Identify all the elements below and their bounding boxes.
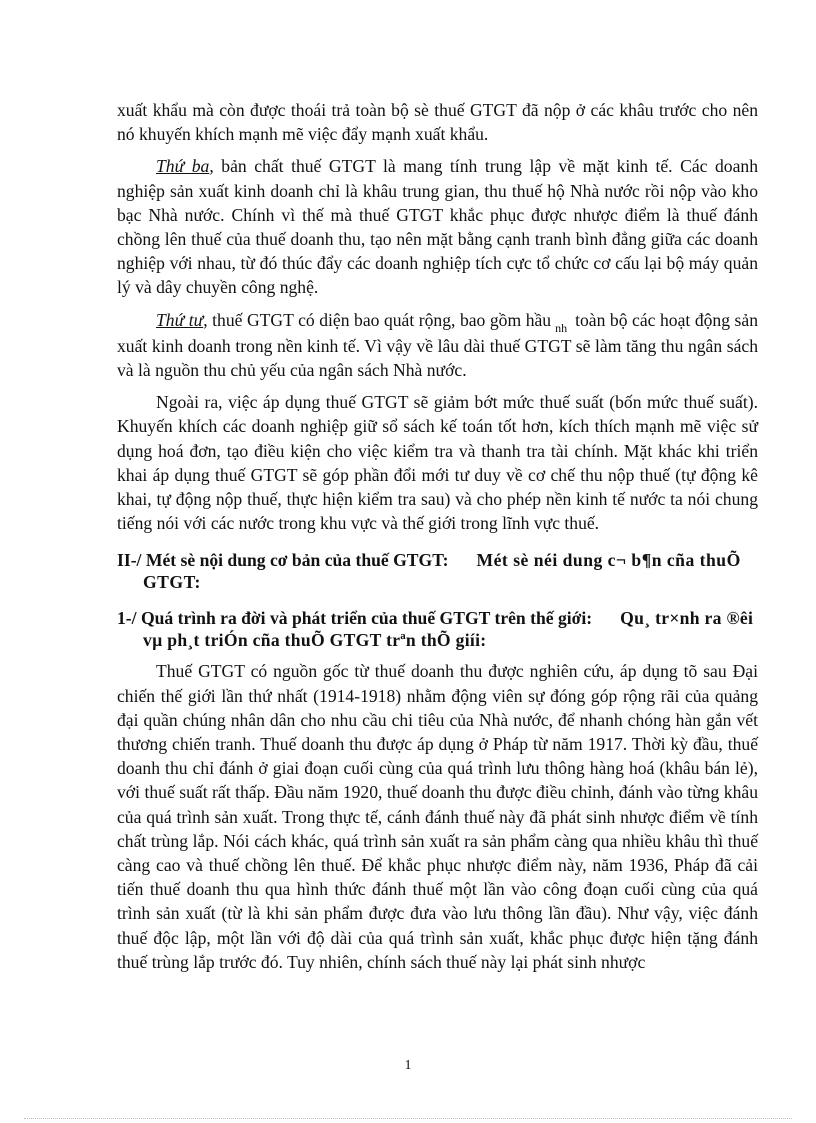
- heading-text: II-/ Mét sè nội dung cơ bản của thuế GTGT:: [117, 550, 449, 571]
- paragraph-third: [117, 154, 758, 299]
- paragraph-history: [117, 659, 758, 974]
- paragraph-text: , bản chất thuế GTGT là mang tính trung lập về mặt kinh tế. Các doanh nghiệp sản xuất kinh doanh chỉ là khâu trung gian, thu thuế hộ Nhà nước rồi nộp vào kho bạc Nhà nước. Chính vì thế mà thuế GTGT khắc phục được nhược điểm là thuế đánh chồng lên thuế của thuế doanh thu, tạo nên mặt bằng cạnh tranh bình đẳng giữa các doanh nghiệp với nhau, từ đó thúc đẩy các doanh nghiệp tích cực tổ chức cơ cấu lại bộ máy quản lý và dây chuyền công nghệ.: [117, 156, 758, 298]
- stray-subscript: nh: [555, 320, 568, 335]
- paragraph-text: Thuế GTGT có nguồn gốc từ thuế doanh thu được nghiên cứu, áp dụng tõ sau Đại chiến thế giới lần thứ nhất (1914-1918) nhằm động viên sự đóng góp rộng rãi của quảng đại quần chúng nhân dân cho nhu cầu chi tiêu của Nhà nước, để nhanh chóng hàn gắn vết thương chiến tranh. Thuế doanh thu được áp dụng ở Pháp từ năm 1917. Thời kỳ đầu, thuế doanh thu chỉ đánh ở giai đoạn cuối cùng của quá trình lưu thông hàng hoá (khâu bán lẻ), với thuế suất rất thấp. Đầu năm 1920, thuế doanh thu được điều chỉnh, đánh vào từng khâu của quá trình sản xuất. Trong thực tế, cánh đánh thuế này đã phát sinh nhược điểm về tính chất trùng lắp. Nói cách khác, quá trình sản xuất ra sản phẩm càng qua nhiều khâu thì thuế càng cao và thuế chồng lên thuế. Để khắc phục nhược điểm này, năm 1936, Pháp đã cải tiến thuế doanh thu qua hình thức đánh thuế một lần vào công đoạn cuối cùng của quá trình sản xuất (từ là khi sản phẩm được đưa vào lưu thông lần đầu). Như vậy, việc đánh thuế độc lập, một lần với độ dài của quá trình sản xuất, khắc phục được hiện tặng đánh thuế trùng lắp trước đó. Tuy nhiên, chính sách thuế này lại phát sinh nhược: [117, 661, 758, 972]
- paragraph-text: xuất khẩu mà còn được thoái trả toàn bộ sè thuế GTGT đã nộp ở các khâu trước cho nên nó khuyến khích mạnh mẽ việc đẩy mạnh xuất khẩu.: [117, 100, 758, 145]
- section-heading-2-1: [117, 607, 758, 651]
- heading-garbled-text: Mét sè néi dung c¬ b¶n cña thuÕ GTGT:: [143, 550, 741, 593]
- heading-garbled-text: Qu¸ tr×nh ra ®êi vµ ph¸t triÓn cña thuÕ GTGT trªn thÕ giíi:: [143, 608, 754, 651]
- paragraph-lead-fourth: Thứ tư: [156, 309, 204, 330]
- page-number: 1: [404, 1058, 412, 1073]
- paragraph-lead-third: Thứ ba: [156, 156, 210, 177]
- page-bottom-divider: [24, 1118, 792, 1119]
- paragraph-text: , thuế GTGT có diện bao quát rộng, bao gồm hầu: [203, 309, 552, 330]
- paragraph-text: Ngoài ra, việc áp dụng thuế GTGT sẽ giảm bớt mức thuế suất (bốn mức thuế suất). Khuyến khích các doanh nghiệp giữ sổ sách kế toán tốt hơn, kích thích mạnh mẽ việc sử dụng hoá đơn, tạo điều kiện cho việc kiểm tra và thanh tra tài chính. Mặt khác khi triển khai áp dụng thuế GTGT sẽ góp phần đổi mới tư duy về cơ chế thu nộp thuế (tự động kê khai, tự động nộp thuế, thực hiện kiểm tra sau) và cho phép nền kinh tế nước ta nói chung tiếng nói với các nước trong khu vực và thế giới trong lĩnh vực thuế.: [117, 392, 758, 534]
- section-heading-2: [117, 549, 758, 593]
- paragraph-text: toàn bộ các hoạt động sản xuất kinh doanh trong nền kinh tế. Vì vậy về lâu dài thuế GTGT sẽ làm tăng thu ngân sách và là nguồn thu chủ yếu của ngân sách Nhà nước.: [117, 309, 758, 381]
- paragraph-export: [117, 98, 758, 146]
- heading-text: 1-/ Quá trình ra đời và phát triển của thuế GTGT trên thế giới:: [117, 608, 593, 629]
- paragraph-fourth: [117, 308, 758, 383]
- document-body: [117, 98, 758, 982]
- paragraph-additional: [117, 390, 758, 535]
